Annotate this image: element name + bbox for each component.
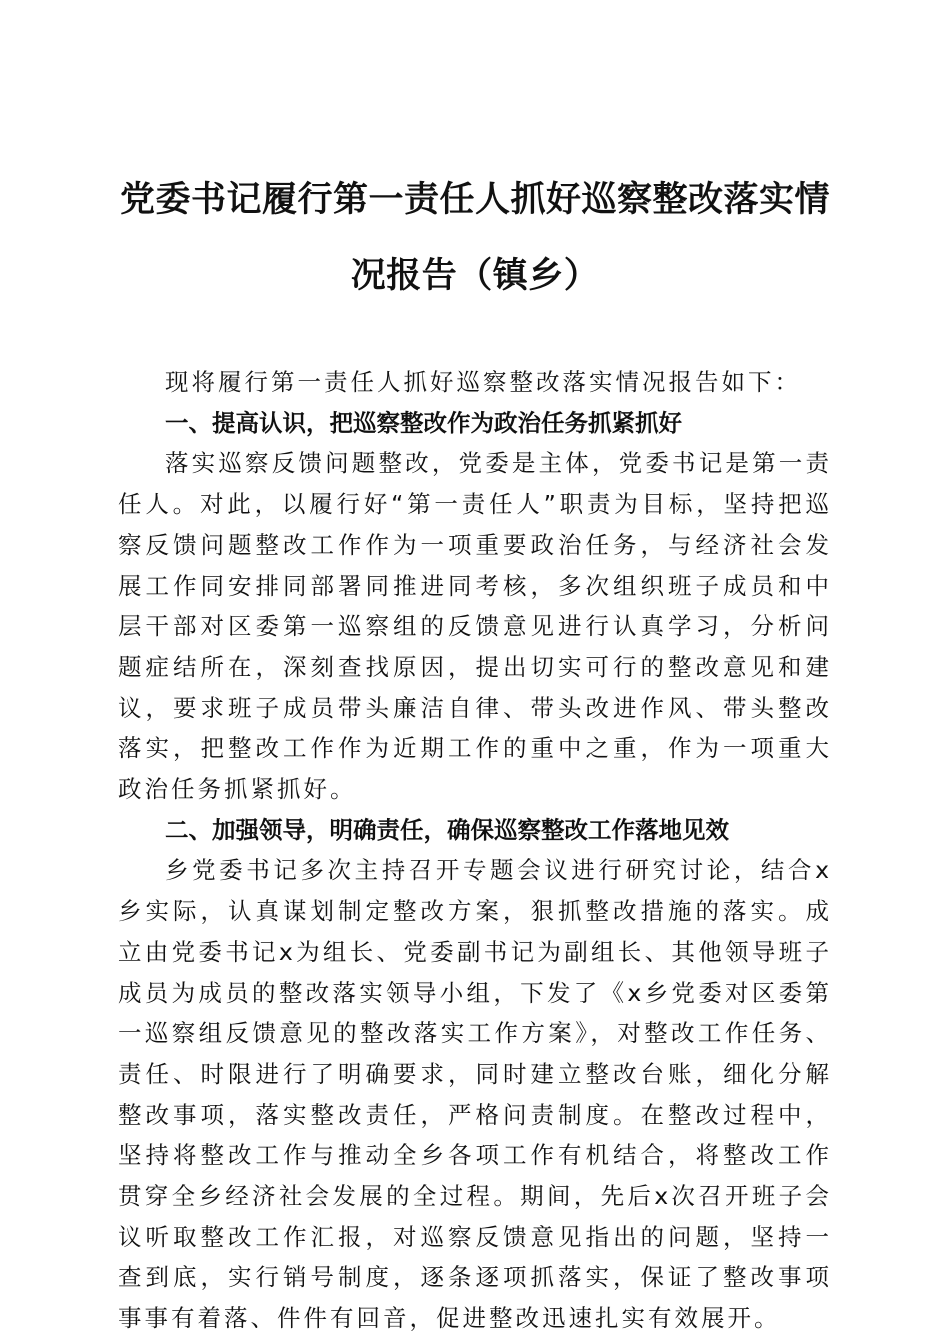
title-line-1: 党委书记履行第一责任人抓好巡察整改落实情 xyxy=(119,179,830,220)
section-2-paragraph: 乡党委书记多次主持召开专题会议进行研究讨论，结合x乡实际，认真谋划制定整改方案，狠抓整改措施的落实。成立由党委书记x为组长、党委副书记为副组长、其他领导班子成员为成员的整改落实领导小组，下发了《x乡党委对区委第一巡察组反馈意见的整改落实工作方案》，对整改工作任务、责任、时限进行了明确要求，同时建立整改台账，细化分解整改事项，落实整改责任，严格问责制度。在整改过程中，坚持将整改工作与推动全乡各项工作有机结合，将整改工作贯穿全乡经济社会发展的全过程。期间，先后x次召开班子会议听取整改工作汇报，对巡察反馈意见指出的问题，坚持一查到底，实行销号制度，逐条逐项抓落实，保证了整改事项事事有着落、件件有回音，促进整改迅速扎实有效展开。 xyxy=(118,856,832,1333)
section-2-heading: 二、加强领导，明确责任，确保巡察整改工作落地见效 xyxy=(165,815,729,844)
document-body xyxy=(118,362,832,1339)
title-line-2: 况报告（镇乡） xyxy=(350,255,600,296)
section-1-heading: 一、提高认识，把巡察整改作为政治任务抓紧抓好 xyxy=(165,408,682,437)
section-1-paragraph: 落实巡察反馈问题整改，党委是主体，党委书记是第一责任人。对此，以履行好“第一责任人”职责为目标，坚持把巡察反馈问题整改工作作为一项重要政治任务，与经济社会发展工作同安排同部署同推进同考核，多次组织班子成员和中层干部对区委第一巡察组的反馈意见进行认真学习，分析问题症结所在，深刻查找原因，提出切实可行的整改意见和建议，要求班子成员带头廉洁自律、带头改进作风、带头整改落实，把整改工作作为近期工作的重中之重，作为一项重大政治任务抓紧抓好。 xyxy=(118,449,832,804)
intro-paragraph: 现将履行第一责任人抓好巡察整改落实情况报告如下： xyxy=(165,368,801,396)
document-title xyxy=(100,162,850,314)
